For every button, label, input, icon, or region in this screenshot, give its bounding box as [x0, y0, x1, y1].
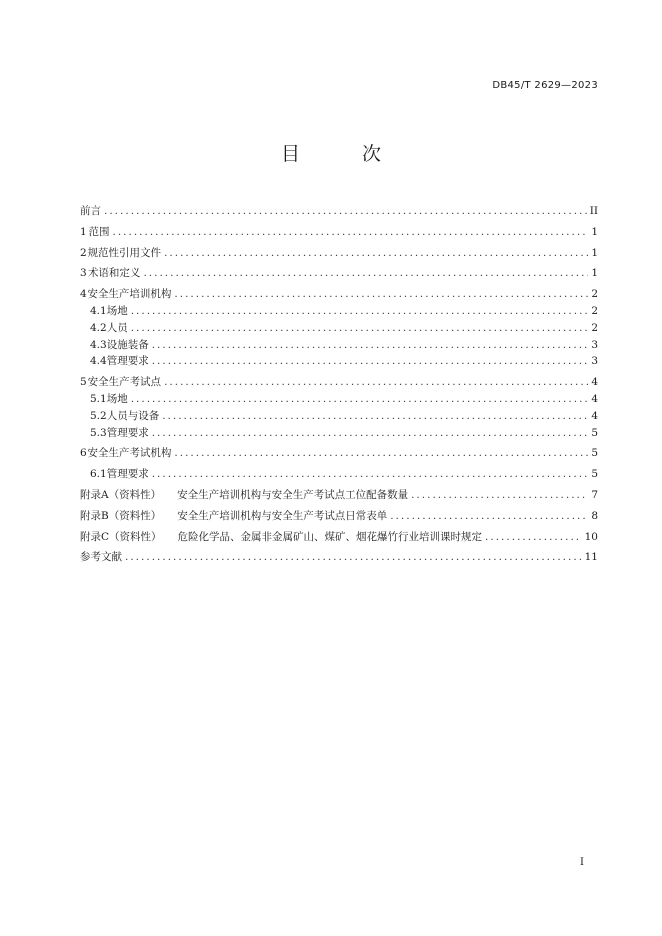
toc-entry-label: 管理要求: [106, 426, 149, 439]
toc-entry-label: 术语和定义: [87, 267, 141, 280]
toc-entry-page: 8: [591, 509, 598, 522]
toc-entry-label: 设施装备: [106, 338, 149, 351]
toc-entry-6-1-management[interactable]: [80, 466, 598, 483]
toc-leader-dots: [390, 508, 588, 525]
toc-leader-dots: [125, 549, 582, 566]
toc-entry-number: 5.1: [90, 392, 107, 405]
toc-entry-page: 10: [584, 530, 598, 543]
toc-leader-dots: [131, 303, 589, 320]
toc-entry-page: 4: [591, 376, 598, 389]
toc-entry-number: 4.1: [90, 304, 107, 317]
toc-leader-dots: [162, 408, 588, 425]
toc-entry-number: 5.3: [90, 426, 107, 439]
toc-entry-number: 附录A（资料性）: [80, 488, 162, 501]
toc-entry-number: 4.4: [90, 355, 107, 368]
page-number: I: [580, 857, 584, 868]
toc-entry-number: 4.2: [90, 321, 107, 334]
toc-entry-page: 5: [591, 468, 598, 481]
toc-entry-page: 4: [591, 392, 598, 405]
toc-entry-page: 2: [591, 288, 598, 301]
toc-entry-appendix-b[interactable]: [80, 508, 598, 525]
toc-entry-page: 7: [591, 488, 598, 501]
toc-entry-number: 4: [80, 288, 87, 301]
toc-leader-dots: [143, 265, 588, 282]
toc-entry-label: 参考文献: [80, 551, 122, 564]
toc-leader-dots: [131, 391, 589, 408]
document-number: DB45/T 2629—2023: [492, 80, 598, 91]
toc-entry-exam-institution[interactable]: [80, 445, 598, 462]
toc-entry-4-3-facilities[interactable]: [80, 337, 598, 354]
toc-entry-page: II: [589, 205, 598, 217]
toc-leader-dots: [164, 374, 588, 391]
toc-entry-bibliography[interactable]: [80, 549, 598, 566]
toc-entry-number: 2: [80, 246, 87, 259]
toc-leader-dots: [152, 337, 589, 354]
toc-entry-5-3-management[interactable]: [80, 425, 598, 442]
toc-entry-terms-definitions[interactable]: [80, 265, 598, 282]
toc-entry-number: 附录C（资料性）: [80, 530, 162, 543]
toc-entry-number: 5: [80, 376, 87, 389]
toc-leader-dots: [131, 320, 589, 337]
toc-entry-label: 规范性引用文件: [87, 246, 162, 259]
toc-leader-dots: [152, 353, 589, 370]
toc-entry-label: 安全生产培训机构: [87, 288, 172, 301]
toc-entry-4-2-personnel[interactable]: [80, 320, 598, 337]
toc-entry-number: 6: [80, 447, 87, 460]
toc-entry-normative-references[interactable]: [80, 245, 598, 262]
toc-entry-label: 场地: [106, 392, 128, 405]
toc-entry-appendix-c[interactable]: [80, 529, 598, 546]
toc-entry-label: 前言: [80, 205, 101, 217]
toc-entry-page: 2: [591, 304, 598, 317]
toc-entry-label: 管理要求: [106, 468, 149, 481]
toc-leader-dots: [152, 466, 589, 483]
toc-entry-page: 1: [591, 246, 598, 259]
toc-entry-number: 5.2: [90, 409, 107, 422]
toc-leader-dots: [485, 529, 582, 546]
toc-title: 目 次: [280, 143, 410, 165]
toc-entry-page: 2: [591, 321, 598, 334]
toc-entry-label: 安全生产培训机构与安全生产考试点日常表单: [177, 509, 388, 522]
toc-entry-foreword[interactable]: [80, 203, 598, 220]
toc-entry-page: 3: [591, 338, 598, 351]
toc-entry-label: 安全生产考试机构: [87, 447, 172, 460]
toc-entry-page: 1: [591, 267, 598, 280]
toc-entry-exam-site[interactable]: [80, 374, 598, 391]
toc-entry-label: 人员: [106, 321, 128, 334]
toc-leader-dots: [152, 425, 589, 442]
toc-leader-dots: [164, 245, 588, 262]
toc-leader-dots: [411, 487, 588, 504]
toc-entry-number: 3: [80, 267, 87, 280]
toc-leader-dots: [174, 445, 588, 462]
toc-entry-label: 场地: [106, 304, 128, 317]
toc-entry-number: 附录B（资料性）: [80, 509, 162, 522]
toc-entry-appendix-a[interactable]: [80, 487, 598, 504]
toc-entry-training-institution[interactable]: [80, 286, 598, 303]
toc-entry-page: 1: [591, 225, 598, 238]
toc-entry-number: 6.1: [90, 468, 107, 481]
toc-entry-page: 5: [591, 447, 598, 460]
toc-entry-5-2-personnel-equipment[interactable]: [80, 408, 598, 425]
toc-leader-dots: [112, 224, 588, 241]
toc-entry-label: 范围: [88, 225, 110, 238]
toc-entry-page: 3: [591, 355, 598, 368]
toc-entry-label: 安全生产考试点: [87, 376, 162, 389]
toc-entry-4-1-site[interactable]: [80, 303, 598, 320]
toc-entry-label: 安全生产培训机构与安全生产考试点工位配备数量: [177, 488, 409, 501]
toc-entry-number: 1: [80, 225, 87, 238]
toc-entry-number: 4.3: [90, 338, 107, 351]
toc-entry-label: 危险化学品、金属非金属矿山、煤矿、烟花爆竹行业培训课时规定: [177, 530, 483, 543]
table-of-contents: [80, 199, 598, 566]
toc-entry-label: 管理要求: [106, 355, 149, 368]
toc-entry-scope[interactable]: [80, 224, 598, 241]
toc-leader-dots: [104, 203, 587, 220]
toc-entry-label: 人员与设备: [106, 409, 160, 422]
toc-entry-5-1-site[interactable]: [80, 391, 598, 408]
toc-leader-dots: [174, 286, 588, 303]
toc-entry-4-4-management[interactable]: [80, 353, 598, 370]
toc-entry-page: 4: [591, 409, 598, 422]
toc-entry-page: 5: [591, 426, 598, 439]
toc-entry-page: 11: [584, 551, 598, 564]
